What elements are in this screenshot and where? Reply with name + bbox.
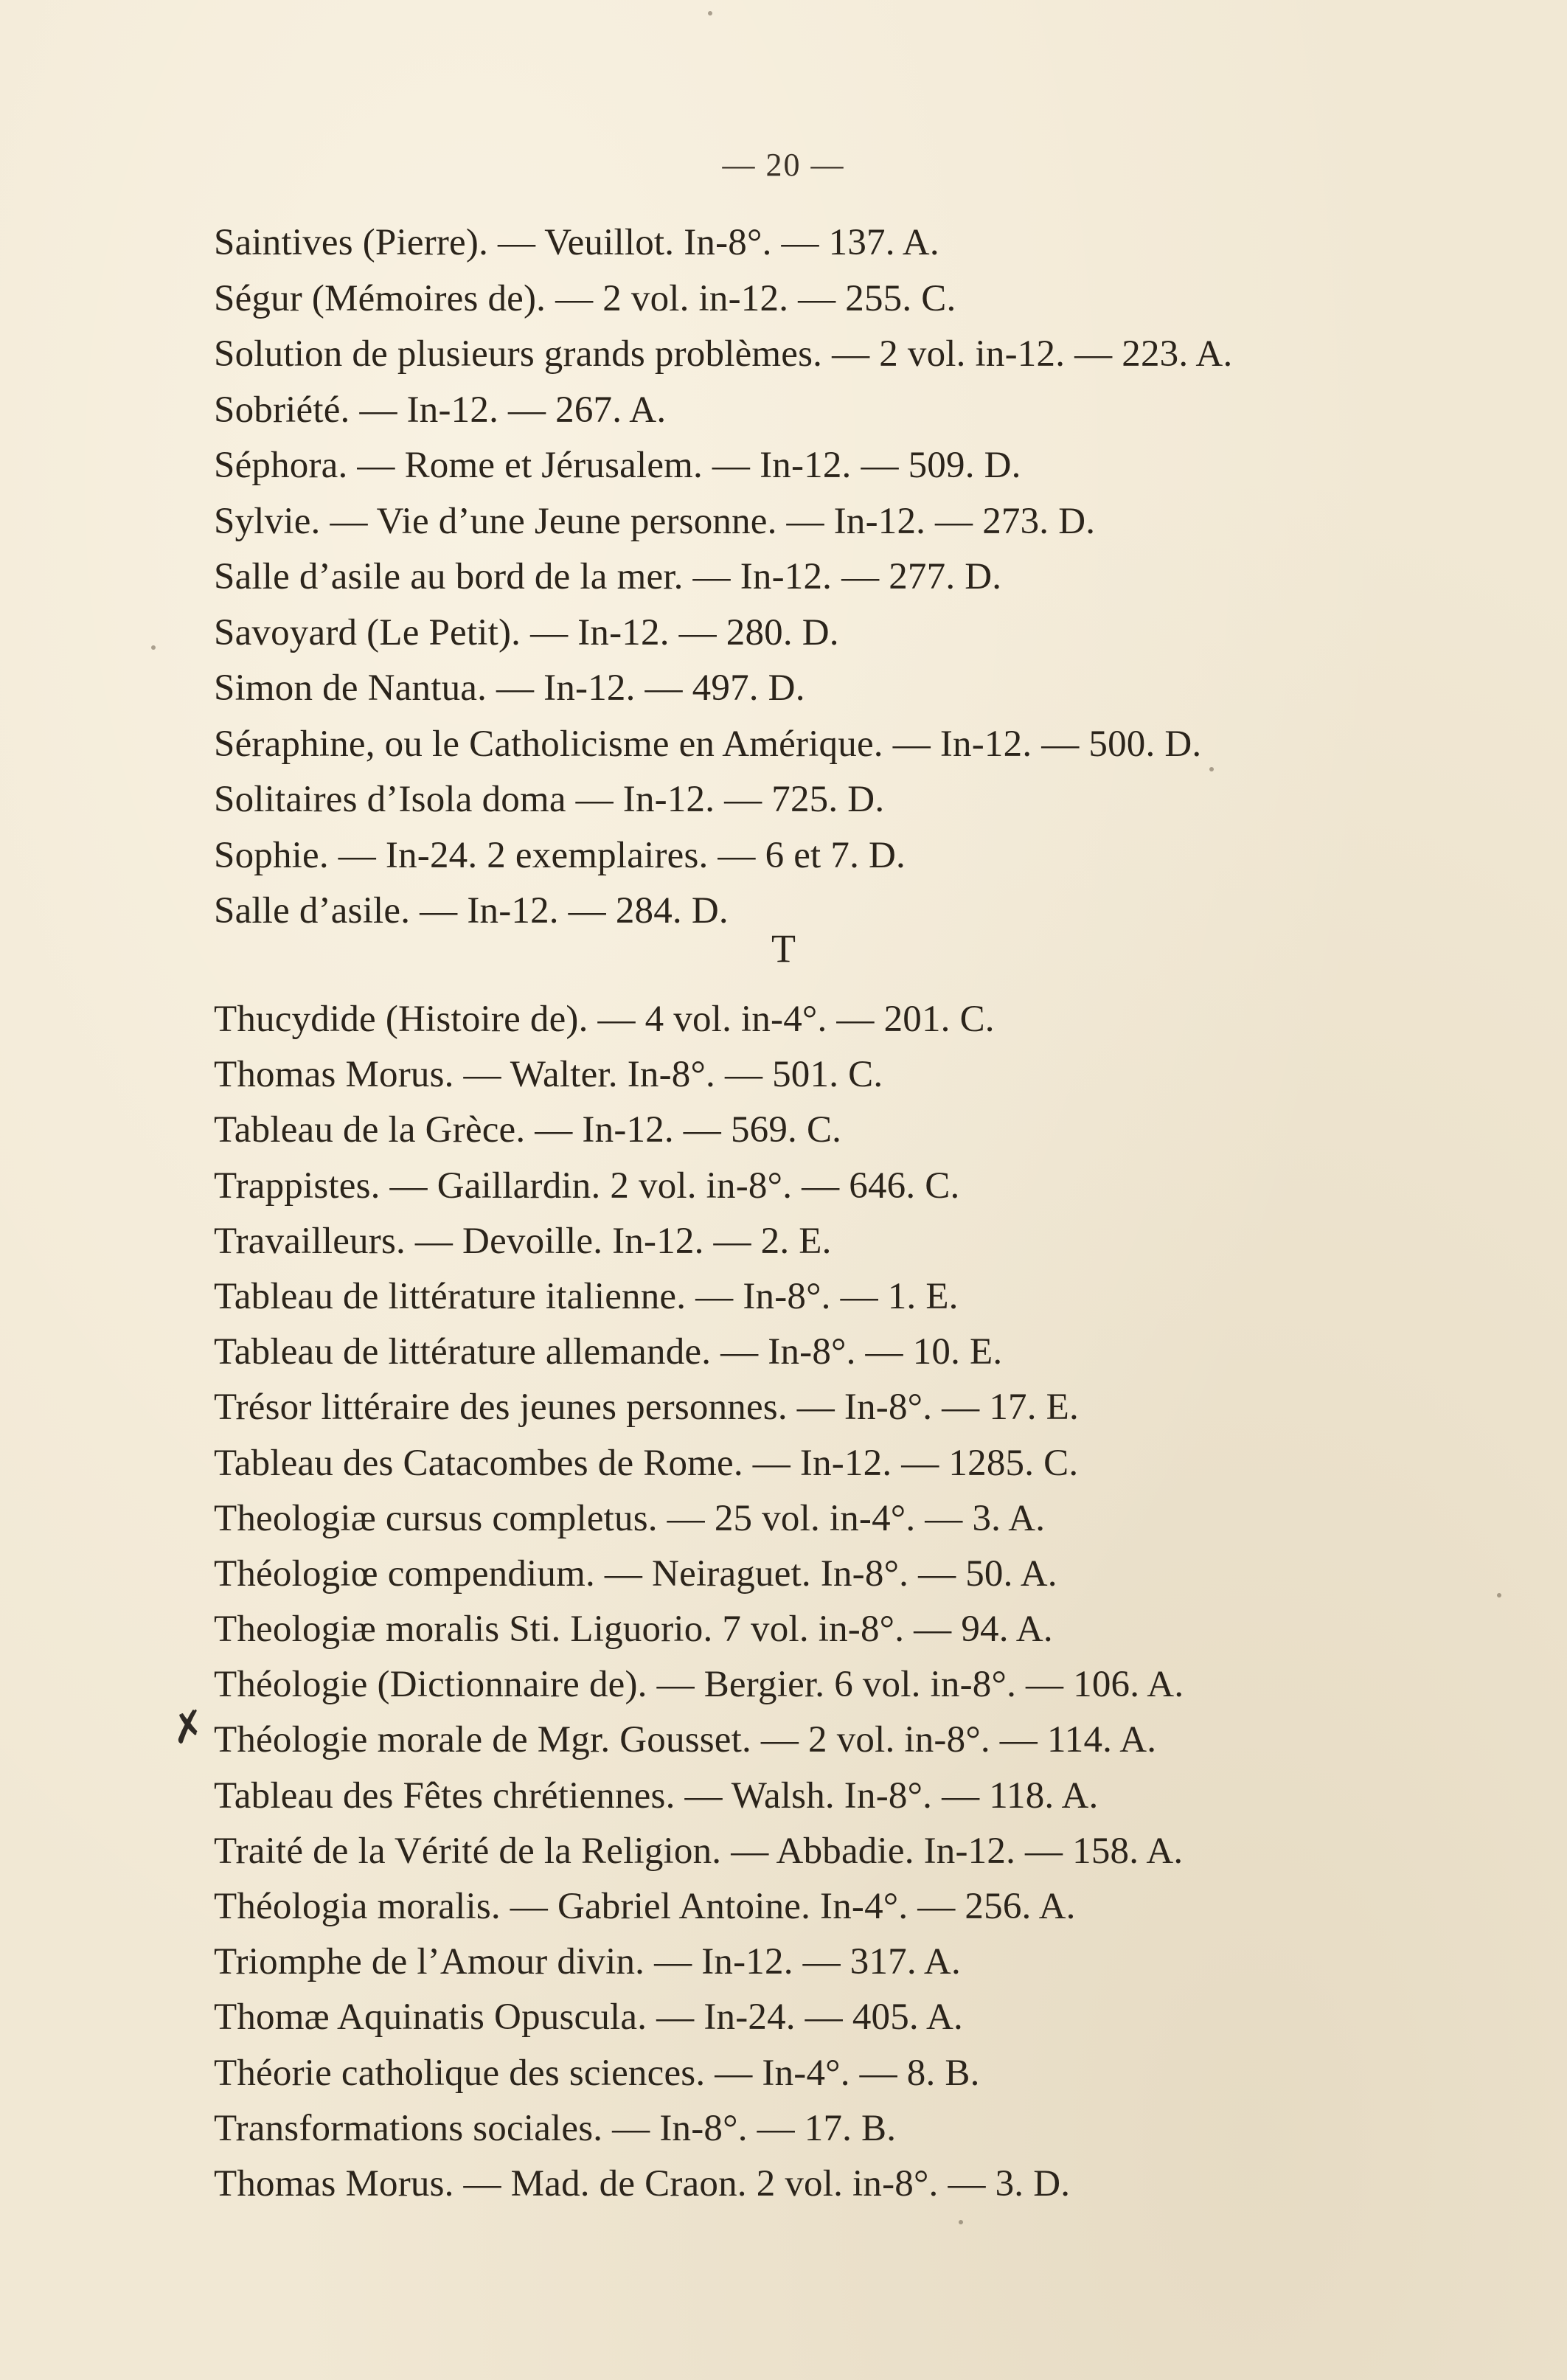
catalog-entry: Tableau des Catacombes de Rome. — In-12. — 1285. C. bbox=[214, 1442, 1079, 1484]
catalog-entry: Sobriété. — In-12. — 267. A. bbox=[214, 389, 667, 431]
catalog-entry: Solution de plusieurs grands problèmes. — 2 vol. in-12. — 223. A. bbox=[214, 333, 1233, 375]
catalog-entry: Sylvie. — Vie d’une Jeune personne. — In-12. — 273. D. bbox=[214, 500, 1096, 542]
catalog-entry: Thomas Morus. — Walter. In-8°. — 501. C. bbox=[214, 1054, 883, 1096]
page-number: — 20 — bbox=[722, 147, 845, 183]
section-t-entries bbox=[214, 992, 1467, 2212]
paper-speck bbox=[1209, 767, 1214, 771]
catalog-entry: Savoyard (Le Petit). — In-12. — 280. D. bbox=[214, 611, 839, 653]
catalog-entry: Thomas Morus. — Mad. de Craon. 2 vol. in-8°. — 3. D. bbox=[214, 2162, 1071, 2204]
catalog-entry: Tableau de la Grèce. — In-12. — 569. C. bbox=[214, 1109, 842, 1151]
catalog-entry: Tableau de littérature allemande. — In-8°. — 10. E. bbox=[214, 1331, 1003, 1373]
paper-speck bbox=[708, 11, 712, 15]
letter-heading-t: T bbox=[771, 926, 796, 971]
catalog-entry: Triomphe de l’Amour divin. — In-12. — 317. A. bbox=[214, 1941, 961, 1983]
catalog-entry: Salle d’asile au bord de la mer. — In-12. — 277. D. bbox=[214, 556, 1002, 597]
catalog-entry: Theologiæ moralis Sti. Liguorio. 7 vol. in-8°. — 94. A. bbox=[214, 1609, 1053, 1651]
catalog-entry: Ségur (Mémoires de). — 2 vol. in-12. — 255. C. bbox=[214, 277, 956, 319]
catalog-entry: Théologiœ compendium. — Neiraguet. In-8°. — 50. A. bbox=[214, 1552, 1057, 1595]
section-s-entries bbox=[214, 215, 1467, 940]
catalog-entry: Trappistes. — Gaillardin. 2 vol. in-8°. — 646. C. bbox=[214, 1165, 960, 1207]
catalog-entry: Traité de la Vérité de la Religion. — Abbadie. In-12. — 158. A. bbox=[214, 1830, 1184, 1872]
catalog-entry: Solitaires d’Isola doma — In-12. — 725. D. bbox=[214, 779, 885, 820]
catalog-entry: Transformations sociales. — In-8°. — 17. B. bbox=[214, 2107, 897, 2149]
catalog-entry: Simon de Nantua. — In-12. — 497. D. bbox=[214, 667, 805, 709]
catalog-entry: Tableau des Fêtes chrétiennes. — Walsh. In-8°. — 118. A. bbox=[214, 1774, 1099, 1817]
catalog-entry: Theologiæ cursus completus. — 25 vol. in-4°. — 3. A. bbox=[214, 1497, 1046, 1539]
catalog-entry: Théologie morale de Mgr. Gousset. — 2 vol. in-8°. — 114. A. bbox=[214, 1719, 1157, 1761]
paper-speck bbox=[959, 2220, 963, 2224]
catalog-entry: Théologia moralis. — Gabriel Antoine. In-4°. — 256. A. bbox=[214, 1886, 1076, 1927]
paper-speck bbox=[151, 645, 156, 650]
paper-speck bbox=[1497, 1593, 1501, 1597]
catalog-entry: Saintives (Pierre). — Veuillot. In-8°. — 137. A. bbox=[214, 222, 939, 263]
catalog-entry: Théorie catholique des sciences. — In-4°. — 8. B. bbox=[214, 2052, 980, 2094]
catalog-entry: Travailleurs. — Devoille. In-12. — 2. E. bbox=[214, 1220, 832, 1262]
handwritten-x-mark: ✗ bbox=[167, 1701, 210, 1755]
catalog-entry: Tableau de littérature italienne. — In-8°. — 1. E. bbox=[214, 1275, 959, 1317]
catalog-entry: Théologie (Dictionnaire de). — Bergier. 6 vol. in-8°. — 106. A. bbox=[214, 1664, 1184, 1706]
catalog-entry: Séphora. — Rome et Jérusalem. — In-12. — 509. D. bbox=[214, 445, 1021, 486]
catalog-entry: Thucydide (Histoire de). — 4 vol. in-4°. — 201. C. bbox=[214, 999, 995, 1040]
catalog-entry: Sophie. — In-24. 2 exemplaires. — 6 et 7. D. bbox=[214, 834, 906, 876]
catalog-entry: Séraphine, ou le Catholicisme en Amérique. — In-12. — 500. D. bbox=[214, 723, 1202, 765]
catalog-entry: Thomæ Aquinatis Opuscula. — In-24. — 405. A. bbox=[214, 1996, 964, 2039]
catalog-entry: Trésor littéraire des jeunes personnes. — In-8°. — 17. E. bbox=[214, 1387, 1079, 1429]
catalog-entry: Salle d’asile. — In-12. — 284. D. bbox=[214, 890, 729, 931]
